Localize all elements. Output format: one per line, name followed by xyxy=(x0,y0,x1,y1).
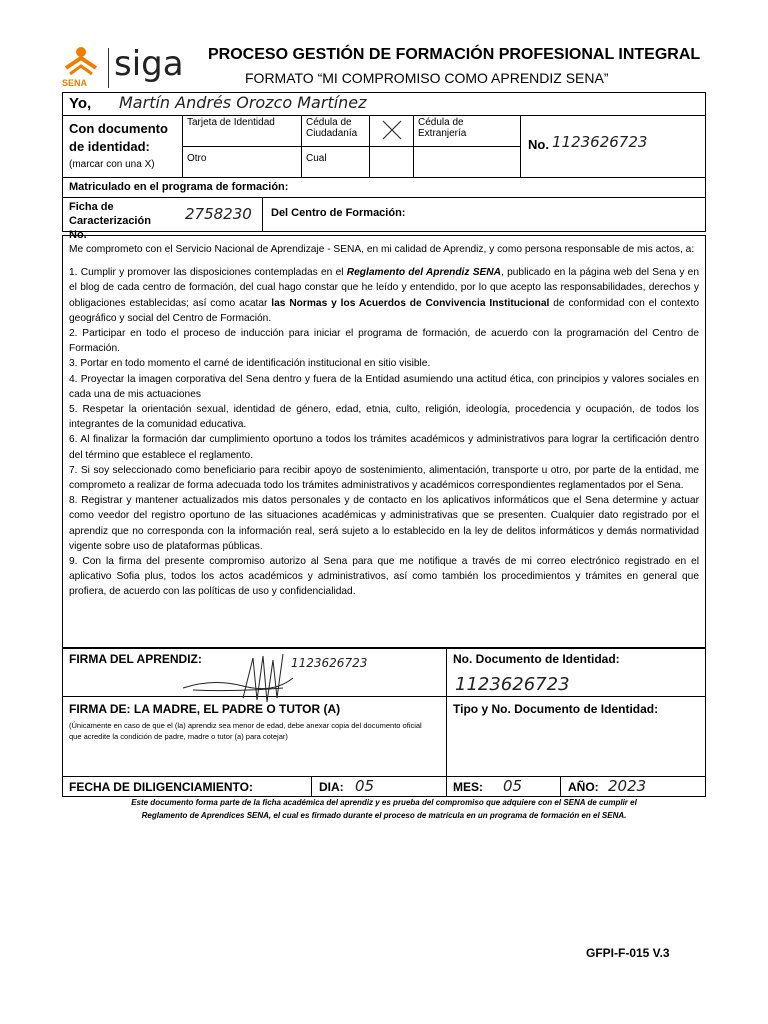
item-9: 9. Con la firma del presente compromiso autorizo al Sena para que me notifique a través de mi correo electrónico registrado en el aplicativo Sofia plus, todos los actos académicos y administrativos, así como también los procedimientos y trámites en general que profiera, de acuerdo con las políticas de uso y confidencialidad. xyxy=(69,556,699,598)
yo-label: Yo, xyxy=(69,95,92,112)
page-title: PROCESO GESTIÓN DE FORMACIÓN PROFESIONAL INTEGRAL xyxy=(208,46,701,63)
firma-tutor-label: FIRMA DE: LA MADRE, EL PADRE O TUTOR (A) xyxy=(69,702,341,716)
doc-label-1: Con documento xyxy=(69,121,168,136)
cedula-ciudadania-mark[interactable] xyxy=(381,119,403,146)
tipo-documento-label: Tipo y No. Documento de Identidad: xyxy=(453,702,659,716)
sena-logo-text: SENA xyxy=(62,78,88,88)
cedula-ciudadania-option[interactable]: Cédula de Ciudadanía xyxy=(306,117,358,139)
aprendiz-signature-number[interactable]: 1123626723 xyxy=(291,656,368,670)
item-5: 5. Respetar la orientación sexual, identidad de género, edad, etnia, culto, religión, ideología, procedencia y ocupación, de todos los integrantes de la comunidad educativa. xyxy=(69,404,699,431)
ficha-field[interactable]: 2758230 xyxy=(185,205,252,223)
doc-label-2: de identidad: xyxy=(69,139,150,154)
centro-label: Del Centro de Formación: xyxy=(271,207,406,219)
intro-paragraph: Me comprometo con el Servicio Nacional de Aprendizaje - SENA, en mi calidad de Aprendiz, y como persona responsable de mis actos, a: xyxy=(69,244,695,255)
tutor-note: (Únicamente en caso de que el (la) aprendiz sea menor de edad, debe anexar copia del documento oficial que acredite la condición de padre, madre o tutor (a) para cotejar) xyxy=(69,721,422,741)
cedula-extranjeria-option[interactable]: Cédula de Extranjería xyxy=(418,117,467,139)
footer-note-1: Este documento forma parte de la ficha académica del aprendiz y es prueba del compromiso que adquiere con el SENA de cumplir el xyxy=(131,798,637,807)
item-4: 4. Proyectar la imagen corporativa del Sena dentro y fuera de la Entidad asumiendo una actitud ética, con principios y valores sociales en cada una de mis actuaciones xyxy=(69,373,699,400)
anio-label: AÑO: xyxy=(568,780,599,794)
item-2: 2. Participar en todo el proceso de inducción para iniciar el programa de formación, de acuerdo con la programación del Centro de Formación. xyxy=(69,328,699,355)
fecha-label: FECHA DE DILIGENCIAMIENTO: xyxy=(69,780,254,794)
name-field[interactable]: Martín Andrés Orozco Martínez xyxy=(119,93,367,112)
no-label: No. xyxy=(528,137,549,152)
ficha-label: Ficha de Caracterización No. xyxy=(69,201,151,241)
doc-hint: (marcar con una X) xyxy=(69,159,155,170)
tarjeta-identidad-option[interactable]: Tarjeta de Identidad xyxy=(187,117,275,128)
firma-aprendiz-label: FIRMA DEL APRENDIZ: xyxy=(69,652,202,666)
no-documento-field[interactable]: 1123626723 xyxy=(455,674,570,695)
item-8: 8. Registrar y mantener actualizados mis datos personales y de contacto en los aplicativos informáticos que el Sena determine y actuar como veedor del registro oportuno de las situaciones académicas y administrativas que se presenten. Cualquier dato registrado por el aprendiz que no corresponda con la información real, será sujeto a lo establecido en la ley de delitos informáticos y demás normatividad vigente sobre uso de plataformas públicas. xyxy=(69,495,699,552)
page-subtitle: FORMATO “MI COMPROMISO COMO APRENDIZ SENA” xyxy=(245,70,609,86)
commitments-block xyxy=(62,235,706,649)
footer-note-2: Reglamento de Aprendices SENA, el cual es firmado durante el proceso de matrícula en un programa de formación en el SENA. xyxy=(141,811,627,820)
cual-label: Cual xyxy=(306,153,327,164)
matriculado-label: Matriculado en el programa de formación: xyxy=(69,181,289,193)
item-1: 1. Cumplir y promover las disposiciones contempladas en el Reglamento del Aprendiz SENA, publicado en la página web del Sena y en el blog de cada centro de formación, del cual hago constar que he leído y entendido, por lo que acepto las responsabilidades, derechos y obligaciones establecidas; así como acatar las Normas y los Acuerdos de Convivencia Institucional de conformidad con el contexto geográfico y social del Centro de Formación. xyxy=(69,267,700,324)
siga-logo-text: siga xyxy=(114,44,184,84)
anio-field[interactable]: 2023 xyxy=(608,777,647,795)
signature-block xyxy=(62,647,706,797)
logo-divider xyxy=(108,48,109,88)
item-6: 6. Al finalizar la formación dar cumplimiento oportuno a todos los trámites académicos y administrativos para lograr la certificación dentro del término que establece el reglamento. xyxy=(69,434,699,461)
mes-label: MES: xyxy=(453,780,483,794)
no-documento-label: No. Documento de Identidad: xyxy=(453,652,620,666)
item-3: 3. Portar en todo momento el carné de identificación institucional en sitio visible. xyxy=(69,358,431,370)
identity-block xyxy=(62,92,706,241)
otro-option[interactable]: Otro xyxy=(187,153,207,164)
document-number-field[interactable]: 1123626723 xyxy=(552,133,648,151)
item-7: 7. Si soy seleccionado como beneficiario para recibir apoyo de sostenimiento, alimentación, transporte u otro, por parte de la entidad, me comprometo a realizar de forma adecuada todo los trámites administrativos y académicos correspondientes reglamentados por el Sena. xyxy=(69,464,699,492)
dia-field[interactable]: 05 xyxy=(355,777,375,795)
dia-label: DIA: xyxy=(319,780,344,794)
mes-field[interactable]: 05 xyxy=(503,777,523,795)
form-code: GFPI-F-015 V.3 xyxy=(586,946,670,960)
